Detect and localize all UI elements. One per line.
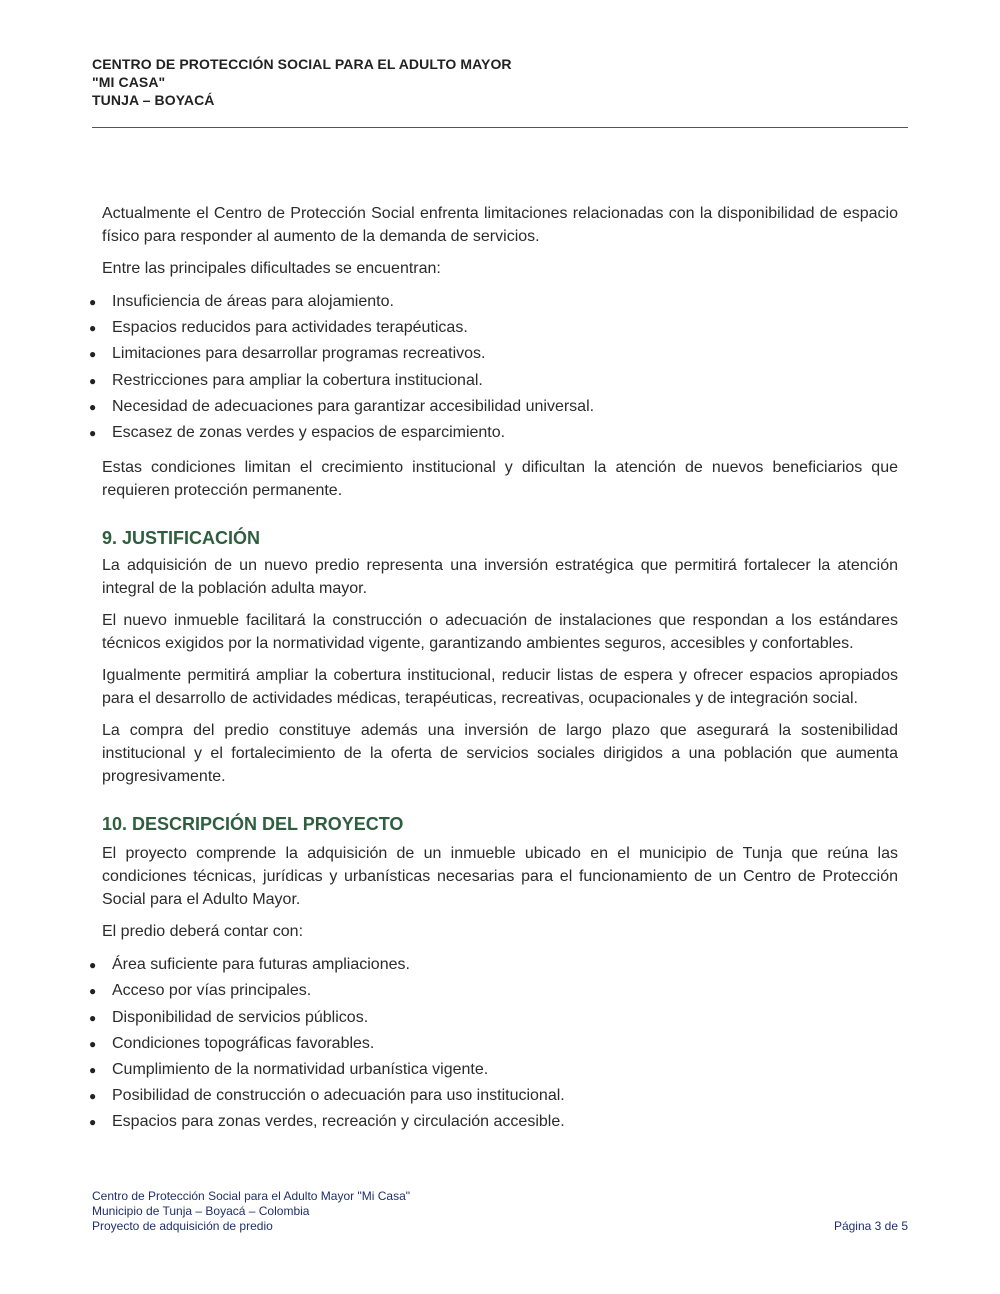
list-item: ● Insuficiencia de áreas para alojamiento. [88,289,898,315]
list-item: ● Posibilidad de construcción o adecuación para uso institucional. [88,1083,898,1109]
header-divider [92,127,908,128]
list-item: ● Condiciones topográficas favorables. [88,1031,898,1057]
descripcion-paragraph-1: El proyecto comprende la adquisición de un inmueble ubicado en el municipio de Tunja que reúna las condiciones técnicas, jurídicas y urbanísticas necesarias para el funcionamiento de un Centro de Protección Social para el Adulto Mayor. [102,845,898,909]
page-footer [92,1189,908,1234]
intro-paragraph-2: Entre las principales dificultades se encuentran: [102,260,441,277]
footer-project-name: Proyecto de adquisición de predio [92,1219,273,1233]
intro-paragraph-1: Actualmente el Centro de Protección Social enfrenta limitaciones relacionadas con la disponibilidad de espacio físico para responder al aumento de la demanda de servicios. [102,205,898,245]
footer-location: Municipio de Tunja – Boyacá – Colombia [92,1204,310,1218]
list-item: ● Restricciones para ampliar la cobertura institucional. [88,368,898,394]
bullet-icon: ● [89,426,97,441]
bullet-icon: ● [89,347,97,362]
list-item: ● Escasez de zonas verdes y espacios de esparcimiento. [88,420,898,446]
list-item: ● Cumplimiento de la normatividad urbanística vigente. [88,1057,898,1083]
list-item: ● Necesidad de adecuaciones para garantizar accesibilidad universal. [88,394,898,420]
list-item: ● Acceso por vías principales. [88,978,898,1004]
list-item: ● Limitaciones para desarrollar programas recreativos. [88,341,898,367]
header-institution-name: CENTRO DE PROTECCIÓN SOCIAL PARA EL ADULTO MAYOR [92,56,512,72]
page-number: Página 3 de 5 [833,1219,908,1233]
bullet-icon: ● [89,1036,97,1051]
justificacion-paragraph-3: Igualmente permitirá ampliar la cobertura institucional, reducir listas de espera y ofrecer espacios apropiados para el desarrollo de actividades médicas, terapéuticas, recreativas, ocupacionales y de integración social. [102,667,898,708]
list-item: ● Área suficiente para futuras ampliaciones. [88,952,898,978]
justificacion-paragraph-4: La compra del predio constituye además una inversión de largo plazo que asegurará la sostenibilidad institucional y el fortalecimiento de la oferta de servicios sociales dirigidos a una población que aumenta progresivamente. [102,722,898,786]
bullet-icon: ● [89,1063,97,1078]
bullet-icon: ● [89,321,97,336]
header-location: TUNJA – BOYACÁ [92,92,215,108]
bullet-icon: ● [89,958,97,973]
footer-center-name: Centro de Protección Social para el Adulto Mayor "Mi Casa" [92,1189,411,1203]
bullet-icon: ● [89,1115,97,1130]
requirements-list [88,952,898,1135]
bullet-icon: ● [89,1089,97,1104]
intro-paragraph-3: Estas condiciones limitan el crecimiento institucional y dificultan la atención de nuevos beneficiarios que requieren protección permanente. [102,459,898,500]
section-heading-justificacion: 9. JUSTIFICACIÓN [102,528,261,549]
difficulties-list [88,289,898,446]
document-body [89,202,898,1146]
list-item: ● Espacios para zonas verdes, recreación y circulación accesible. [88,1109,898,1135]
page-header [92,55,908,109]
list-item: ● Espacios reducidos para actividades terapéuticas. [88,315,898,341]
header-center-name: "MI CASA" [92,74,166,90]
bullet-icon: ● [89,1010,97,1025]
list-item: ● Disponibilidad de servicios públicos. [88,1005,898,1031]
bullet-icon: ● [89,984,97,999]
section-heading-descripcion: 10. DESCRIPCIÓN DEL PROYECTO [102,814,404,835]
bullet-icon: ● [89,399,97,414]
descripcion-paragraph-2: El predio deberá contar con: [102,923,304,941]
justificacion-paragraph-1: La adquisición de un nuevo predio representa una inversión estratégica que permitirá fortalecer la atención integral de la población adulta mayor. [102,557,898,598]
bullet-icon: ● [89,373,97,388]
justificacion-paragraph-2: El nuevo inmueble facilitará la construcción o adecuación de instalaciones que respondan a los estándares técnicos exigidos por la normatividad vigente, garantizando ambientes seguros, accesibles y confortables. [102,612,898,653]
bullet-icon: ● [89,295,97,309]
